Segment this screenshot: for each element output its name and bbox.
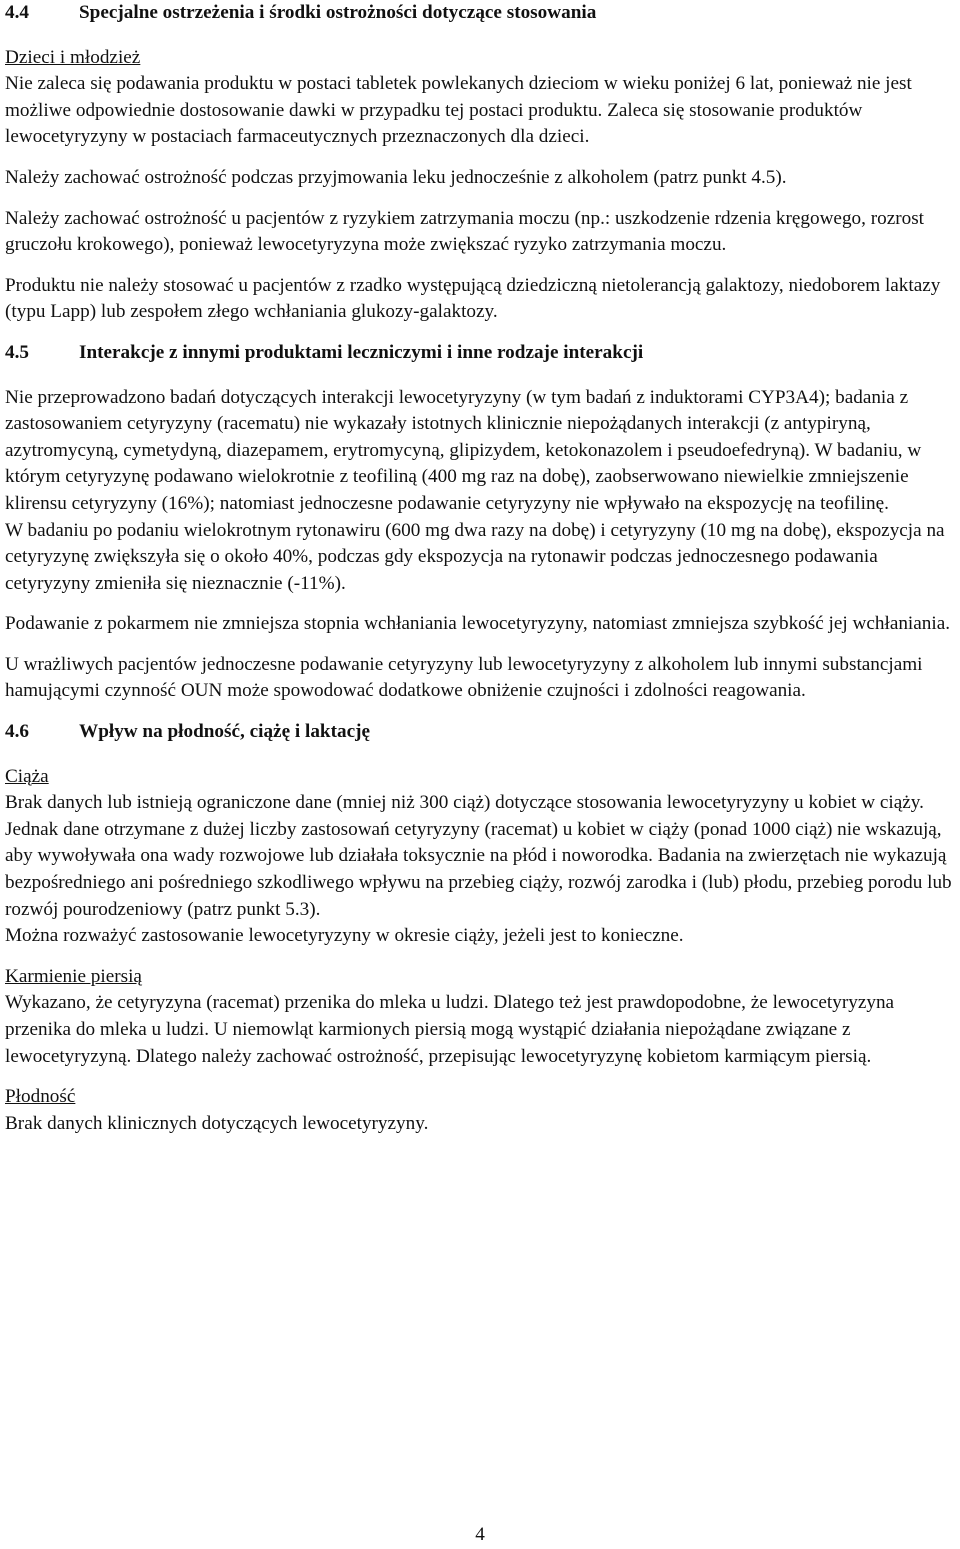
section-title: Specjalne ostrzeżenia i środki ostrożności dotyczące stosowania: [79, 2, 597, 23]
section-title: Wpływ na płodność, ciążę i laktację: [79, 721, 371, 743]
section-number: 4.5: [5, 341, 29, 363]
urinary-retention-paragraph: Należy zachować ostrożność u pacjentów z ryzykiem zatrzymania moczu (np.: uszkodzenie rdzenia kręgowego, rozrost gruczołu krokowego), ponieważ lewocetyryzyna może zwiększać ryzyko zatrzymania moczu.: [5, 207, 925, 256]
breastfeeding-subheading: Karmienie piersią: [5, 965, 142, 987]
page-number: 4: [475, 1524, 485, 1545]
alcohol-paragraph: Należy zachować ostrożność podczas przyjmowania leku jednocześnie z alkoholem (patrz punkt 4.5).: [5, 166, 787, 188]
interactions-paragraph-ritonavir: W badaniu po podaniu wielokrotnym rytonawiru (600 mg dwa razy na dobę) i cetyryzyny (10 mg na dobę), ekspozycja na cetyryzynę zwiększyła się o około 40%, podczas gdy ekspozycja na rytonawir podczas jednoczesnego podawania cetyryzyny zmieniła się nieznacznie (-11%).: [5, 519, 945, 594]
section-number: 4.6: [5, 721, 29, 743]
section-number: 4.4: [5, 2, 29, 23]
pregnancy-paragraph: Brak danych lub istnieją ograniczone dane (mniej niż 300 ciąż) dotyczące stosowania lewocetyryzyny u kobiet w ciąży. Jednak dane otrzymane z dużej liczby zastosowań cetyryzyny (racemat) u kobiet w ciąży (ponad 1000 ciąż) nie wskazują, aby wywoływała ona wady rozwojowe lub działała toksycznie na płód i noworodka. Badania na zwierzętach nie wykazują bezpośredniego ani pośredniego szkodliwego wpływu na przebieg ciąży, rozwój zarodka i (lub) płodu, przebieg porodu lub rozwój pourodzeniowy (patrz punkt 5.3).: [5, 792, 952, 920]
interactions-paragraph-1: Nie przeprowadzono badań dotyczących interakcji lewocetyryzyny (w tym badań z induktorami CYP3A4); badania z zastosowaniem cetyryzyny (racematu) nie wykazały istotnych klinicznie niepożądanych interakcji (z antypiryną, azytromycyną, cymetydyną, diazepamem, erytromycyną, glipizydem, ketokonazolem i pseudoefedryną). W badaniu, w którym cetyryzynę podawano wielokrotnie z teofiliną (400 mg raz na dobę), zaobserwowano niewielkie zmniejszenie klirensu cetyryzyny (16%); natomiast jednoczesne podawanie cetyryzyny nie wpływało na ekspozycję na teofilinę.: [5, 386, 922, 514]
pregnancy-subheading: Ciąża: [5, 765, 49, 787]
children-paragraph: Nie zaleca się podawania produktu w postaci tabletek powlekanych dzieciom w wieku poniżej 6 lat, ponieważ nie jest możliwe odpowiednie dostosowanie dawki w przypadku tej postaci produktu. Zaleca się stosowanie produktów lewocetyryzyny w postaciach farmaceutycznych przeznaczonych dla dzieci.: [5, 73, 912, 148]
section-4-6-heading: [5, 719, 955, 746]
section-4-4-heading: [5, 0, 955, 27]
interactions-paragraph-cns: U wrażliwych pacjentów jednoczesne podawanie cetyryzyny lub lewocetyryzyny z alkoholem lub innymi substancjami hamującymi czynność OUN może spowodować dodatkowe obniżenie czujności i zdolności reagowania.: [5, 653, 923, 702]
interactions-paragraph-food: Podawanie z pokarmem nie zmniejsza stopnia wchłaniania lewocetyryzyny, natomiast zmniejsza szybkość jej wchłaniania.: [5, 613, 951, 635]
children-subheading: Dzieci i młodzież: [5, 46, 141, 68]
section-title: Interakcje z innymi produktami leczniczymi i inne rodzaje interakcji: [79, 341, 644, 363]
document-page: [5, 0, 955, 1137]
pregnancy-paragraph-2: Można rozważyć zastosowanie lewocetyryzyny w okresie ciąży, jeżeli jest to konieczne.: [5, 925, 684, 947]
section-4-5-heading: [5, 340, 955, 367]
fertility-paragraph: Brak danych klinicznych dotyczących lewocetyryzyny.: [5, 1112, 429, 1134]
breastfeeding-paragraph: Wykazano, że cetyryzyna (racemat) przenika do mleka u ludzi. Dlatego też jest prawdopodobne, że lewocetyryzyna przenika do mleka u ludzi. U niemowląt karmionych piersią mogą wystąpić działania niepożądane związane z lewocetyryzyną. Dlatego należy zachować ostrożność, przepisując lewocetyryzynę kobietom karmiącym piersią.: [5, 992, 895, 1067]
fertility-subheading: Płodność: [5, 1086, 76, 1108]
galactose-paragraph: Produktu nie należy stosować u pacjentów z rzadko występującą dziedziczną nietolerancją galaktozy, niedoborem laktazy (typu Lapp) lub zespołem złego wchłaniania glukozy-galaktozy.: [5, 274, 941, 323]
